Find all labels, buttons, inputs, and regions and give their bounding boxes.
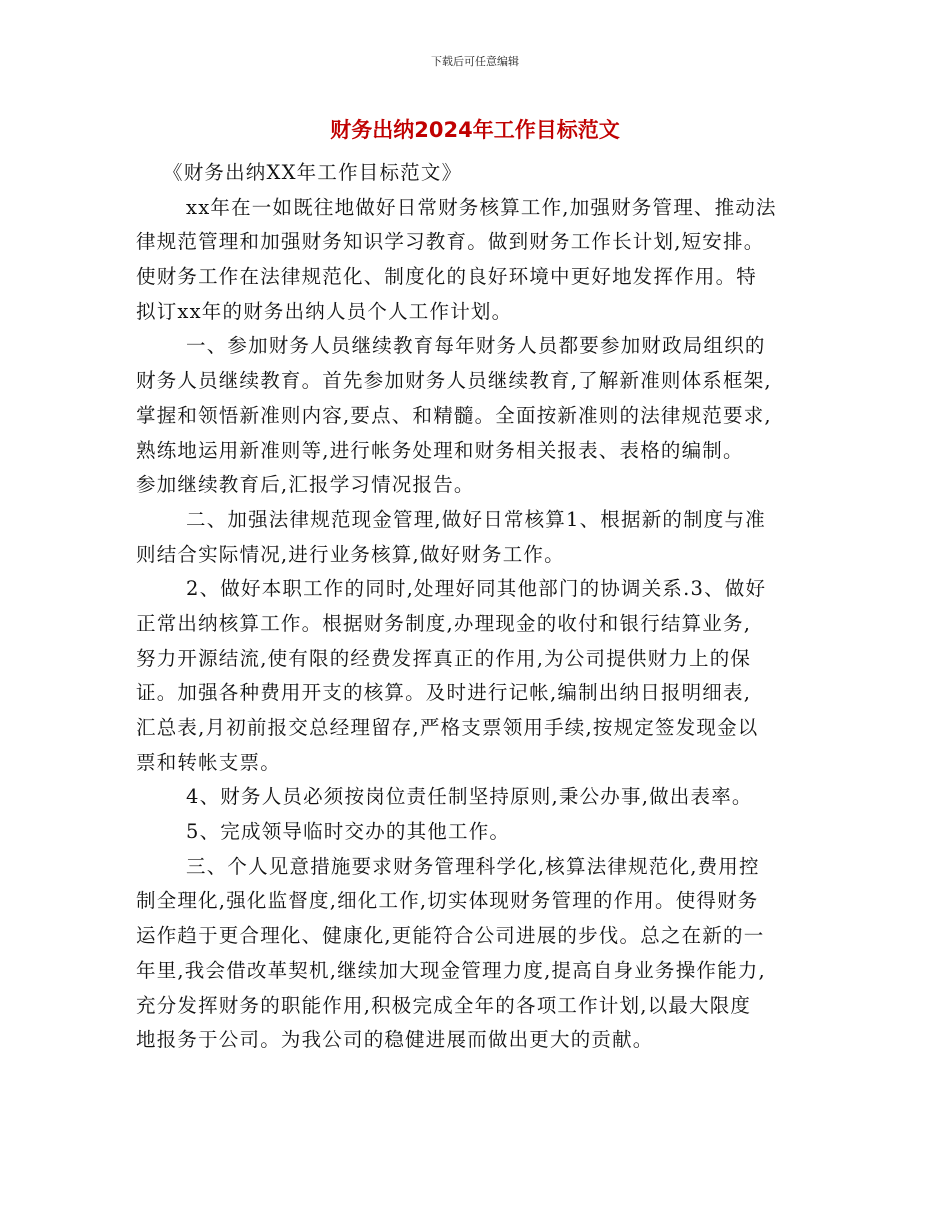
body-text-line: 掌握和领悟新准则内容,要点、和精髓。全面按新准则的法律规范要求, (136, 403, 772, 427)
body-text-line: 汇总表,月初前报交总经理留存,严格支票领用手续,按规定签发现金以 (136, 716, 759, 739)
body-text-line: 拟订xx年的财务出纳人员个人工作计划。 (136, 299, 513, 323)
document-body (136, 156, 813, 1058)
body-text-line: 运作趋于更合理化、健康化,更能符合公司进展的步伐。总之在新的一 (136, 924, 765, 948)
body-text-line: 《财务出纳XX年工作目标范文》 (163, 161, 463, 184)
body-text-line: 5、完成领导临时交办的其他工作。 (186, 820, 511, 844)
body-text-line: 正常出纳核算工作。根据财务制度,办理现金的收付和银行结算业务, (136, 611, 752, 635)
body-text-line: 充分发挥财务的职能作用,积极完成全年的各项工作计划,以最大限度 (136, 993, 752, 1017)
body-text-line: 地报务于公司。为我公司的稳健进展而做出更大的贡献。 (136, 1028, 654, 1052)
body-text-line: 一、参加财务人员继续教育每年财务人员都要参加财政局组织的 (186, 334, 766, 358)
body-text-line: 年里,我会借改革契机,继续加大现金管理力度,提高自身业务操作能力, (136, 958, 766, 982)
body-text-line: xx年在一如既往地做好日常财务核算工作,加强财务管理、推动法 (186, 195, 777, 219)
body-text-line: 二、加强法律规范现金管理,做好日常核算1、根据新的制度与准 (186, 507, 766, 531)
page-header-note: 下载后可任意编辑 (431, 55, 519, 68)
body-text-line: 2、做好本职工作的同时,处理好同其他部门的协调关系.3、做好 (186, 577, 767, 601)
body-text-line: 制全理化,强化监督度,细化工作,切实体现财务管理的作用。使得财务 (136, 889, 759, 913)
body-text-line: 努力开源结流,使有限的经费发挥真正的作用,为公司提供财力上的保 (136, 646, 752, 670)
document-title: 财务出纳2024年工作目标范文 (330, 118, 620, 142)
body-text-line: 票和转帐支票。 (136, 750, 281, 774)
body-text-line: 财务人员继续教育。首先参加财务人员继续教育,了解新准则体系框架, (136, 369, 772, 393)
body-text-line: 使财务工作在法律规范化、制度化的良好环境中更好地发挥作用。特 (136, 265, 758, 289)
body-text-line: 证。加强各种费用开支的核算。及时进行记帐,编制出纳日报明细表, (136, 681, 752, 705)
body-text-line: 律规范管理和加强财务知识学习教育。做到财务工作长计划,短安排。 (136, 230, 765, 254)
body-text-line: 三、个人见意措施要求财务管理科学化,核算法律规范化,费用控 (186, 854, 760, 878)
body-text-line: 熟练地运用新准则等,进行帐务处理和财务相关报表、表格的编制。 (136, 438, 744, 462)
body-text-line: 参加继续教育后,汇报学习情况报告。 (136, 473, 475, 497)
body-text-line: 4、财务人员必须按岗位责任制坚持原则,秉公办事,做出表率。 (186, 785, 753, 809)
body-text-line: 则结合实际情况,进行业务核算,做好财务工作。 (136, 542, 565, 566)
